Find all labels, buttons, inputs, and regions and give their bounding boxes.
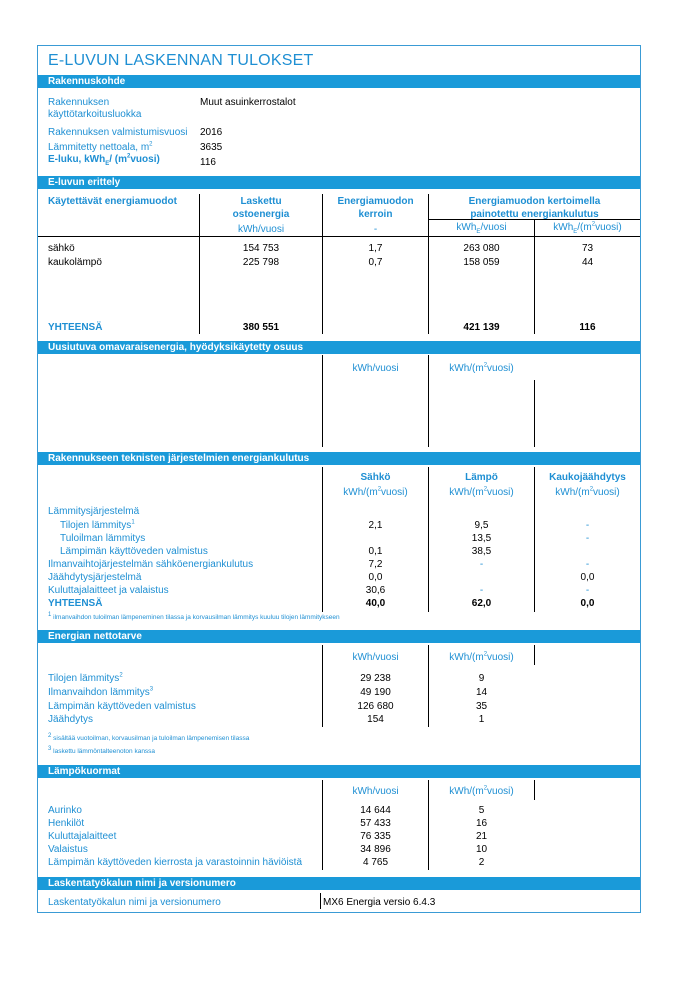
row-sahko-name: sähkö [48,243,75,254]
nettotarve-tilojen-b: 9 [478,673,485,684]
row-sahko-per-m2: 73 [581,243,594,254]
lampokuormat-lampiman-a: 4 765 [362,857,389,868]
tekniset-unit-kauko: kWh/$(m^2vuosi)$ [555,486,620,498]
nettotarve-row-jaahdytys: Jäähdytys [48,714,94,725]
section-tekniset: Rakennukseen teknisten järjestelmien energiankulutus [38,452,640,465]
tekniset-total-label: YHTEENSÄ [48,598,103,609]
eluku-label: E-luku, kWh$_E$/ $(m^2vuosi)$ [48,153,160,167]
tekniset-total-kauko: 0,0 [580,598,595,609]
row-ilmanvaihto: Ilmanvaihtojärjestelmän sähköenergiankulutus [48,559,254,570]
lampokuormat-aurinko-a: 14 644 [360,805,391,816]
nettotarve-ilmanvaihdon-b: 14 [475,687,488,698]
erittely-total-per-m2: 116 [579,322,596,333]
col-laskettu: Laskettu [240,196,282,207]
nettotarve-row-ilmanvaihdon: Ilmanvaihdon lämmitys$^3$ [48,686,154,698]
tekniset-unit-sahko: kWh/$(m^2vuosi)$ [343,486,408,498]
section-laskentatyokalu: Laskentatyökalun nimi ja versionumero [38,877,640,890]
row-sahko-kerroin: 1,7 [368,243,383,254]
col-kaukojaahdytys: Kaukojäähdytys [549,472,626,483]
tuloilman-lammitys-kauko: - [585,533,590,544]
col-painotettu: Energiamuodon kertoimella [468,196,601,207]
lampokuormat-unit-kwh: kWh/vuosi [352,786,399,797]
lampokuormat-valaistus-b: 10 [475,844,488,855]
nettoala-value: 3635 [200,142,223,153]
row-tilojen-lammitys: Tilojen lämmitys$^1$ [60,519,135,531]
nettotarve-lampiman-b: 35 [475,701,488,712]
row-kaukolampo-per-m2: 44 [581,257,594,268]
tekniset-unit-lampo: kWh/$(m^2vuosi)$ [449,486,514,498]
col-sahko: Sähkö [360,472,391,483]
lampokuormat-kuluttajalaitteet-a: 76 335 [360,831,391,842]
nettotarve-unit-m2: kWh/$(m^2vuosi)$ [449,651,514,663]
tekniset-total-sahko: 40,0 [365,598,386,609]
laskentatyokalu-value: MX6 Energia versio 6.4.3 [323,897,436,908]
unit-laskettu: kWh/vuosi [237,224,285,235]
kuluttajalaitteet-sahko: 30,6 [365,585,386,596]
valmistumisvuosi-value: 2016 [200,127,223,138]
section-uusiutuva: Uusiutuva omavaraisenergia, hyödyksikäytetty osuus [38,341,640,354]
tuloilman-lammitys-lampo: 13,5 [471,533,492,544]
erittely-total-label: YHTEENSÄ [48,322,103,333]
col-energiamuodot: Käytettävät energiamuodot [48,196,177,207]
ilmanvaihto-kauko: - [585,559,590,570]
lampokuormat-row-lampiman: Lämpimän käyttöveden kierrosta ja varastoinnin häviöistä [48,857,303,868]
kuluttajalaitteet-kauko: - [585,585,590,596]
lampokuormat-row-valaistus: Valaistus [48,844,88,855]
uusiutuva-unit-kwh: kWh/vuosi [352,363,399,374]
nettoala-label: Lämmitetty nettoala, $m^2$ [48,141,153,153]
erittely-total-kwh: 421 139 [463,322,500,333]
ilmanvaihto-lampo: - [479,559,484,570]
row-lammitysjarjestelma: Lämmitysjärjestelmä [48,506,140,517]
lampokuormat-row-aurinko: Aurinko [48,805,82,816]
unit-kerroin: - [373,224,378,235]
lampokuormat-henkilot-b: 16 [475,818,488,829]
col-laskettu-2: ostoenergia [232,209,290,220]
unit-painotettu-kwh: kWh$_E$/vuosi [456,222,507,235]
kayttotarkoitus-label-2: käyttötarkoitusluokka [48,109,142,120]
tilojen-lammitys-lampo: 9,5 [474,520,489,531]
nettotarve-jaahdytys-b: 1 [478,714,485,725]
lampokuormat-kuluttajalaitteet-b: 21 [475,831,488,842]
lampokuormat-unit-m2: kWh/$(m^2vuosi)$ [449,785,514,797]
valmistumisvuosi-label: Rakennuksen valmistumisvuosi [48,127,188,138]
nettotarve-tilojen-a: 29 238 [360,673,391,684]
row-sahko-kwh: 263 080 [463,243,500,254]
section-lampokuormat: Lämpökuormat [38,765,640,778]
lampiman-kayttoveden-sahko: 0,1 [368,546,383,557]
ilmanvaihto-sahko: 7,2 [368,559,383,570]
section-nettotarve: Energian nettotarve [38,630,640,643]
kuluttajalaitteet-lampo: - [479,585,484,596]
uusiutuva-unit-m2: kWh/$(m^2vuosi)$ [449,362,514,374]
row-jaahdytysjarjestelma: Jäähdytysjärjestelmä [48,572,142,583]
nettotarve-footnote-2: $^3$ laskettu lämmöntalteenoton kanssa [48,745,156,755]
eluku-value: 116 [200,157,216,168]
nettotarve-jaahdytys-a: 154 [367,714,384,725]
col-kerroin-2: kerroin [358,209,393,220]
row-kaukolampo-kwh: 158 059 [463,257,500,268]
page-title: E-LUVUN LASKENNAN TULOKSET [48,52,314,69]
lampokuormat-valaistus-a: 34 896 [360,844,391,855]
col-painotettu-2: painotettu energiankulutus [470,209,599,220]
tekniset-total-lampo: 62,0 [471,598,492,609]
lampokuormat-lampiman-b: 2 [478,857,485,868]
nettotarve-lampiman-a: 126 680 [357,701,394,712]
kayttotarkoitus-value: Muut asuinkerrostalot [200,97,296,108]
nettotarve-row-tilojen: Tilojen lämmitys$^2$ [48,672,123,684]
tilojen-lammitys-kauko: - [585,520,590,531]
lampokuormat-row-kuluttajalaitteet: Kuluttajalaitteet [48,831,117,842]
erittely-total-laskettu: 380 551 [242,322,280,333]
row-kuluttajalaitteet: Kuluttajalaitteet ja valaistus [48,585,169,596]
row-kaukolampo-laskettu: 225 798 [242,257,280,268]
nettotarve-row-lampiman: Lämpimän käyttöveden valmistus [48,701,196,712]
tekniset-footnote: $^1$ ilmanvaihdon tuloilman lämpeneminen tilassa ja korvausilman lämmitys kuuluu tilojen lämmitykseen [48,611,340,621]
section-erittely: E-luvun erittely [38,176,640,189]
lampokuormat-henkilot-a: 57 433 [360,818,391,829]
row-kaukolampo-kerroin: 0,7 [368,257,383,268]
col-kerroin: Energiamuodon [337,196,414,207]
nettotarve-ilmanvaihdon-a: 49 190 [360,687,391,698]
lampiman-kayttoveden-lampo: 38,5 [471,546,492,557]
row-tuloilman-lammitys: Tuloilman lämmitys [60,533,146,544]
row-lampiman-kayttoveden: Lämpimän käyttöveden valmistus [60,546,208,557]
unit-painotettu-m2: $kWh_E/(m^2vuosi)$ [553,221,622,235]
tilojen-lammitys-sahko: 2,1 [368,520,383,531]
jaahdytys-kauko: 0,0 [580,572,595,583]
lampokuormat-aurinko-b: 5 [478,805,485,816]
row-kaukolampo-name: kaukolämpö [48,257,102,268]
section-rakennuskohde: Rakennuskohde [38,75,640,88]
col-lampo: Lämpö [465,472,498,483]
kayttotarkoitus-label: Rakennuksen [48,97,110,108]
lampokuormat-row-henkilot: Henkilöt [48,818,85,829]
laskentatyokalu-label: Laskentatyökalun nimi ja versionumero [48,897,221,908]
row-sahko-laskettu: 154 753 [242,243,280,254]
nettotarve-footnote-1: $^2$ sisältää vuotoilman, korvausilman ja tuloilman lämpenemisen tilassa [48,732,250,742]
jaahdytys-sahko: 0,0 [368,572,383,583]
nettotarve-unit-kwh: kWh/vuosi [352,652,399,663]
